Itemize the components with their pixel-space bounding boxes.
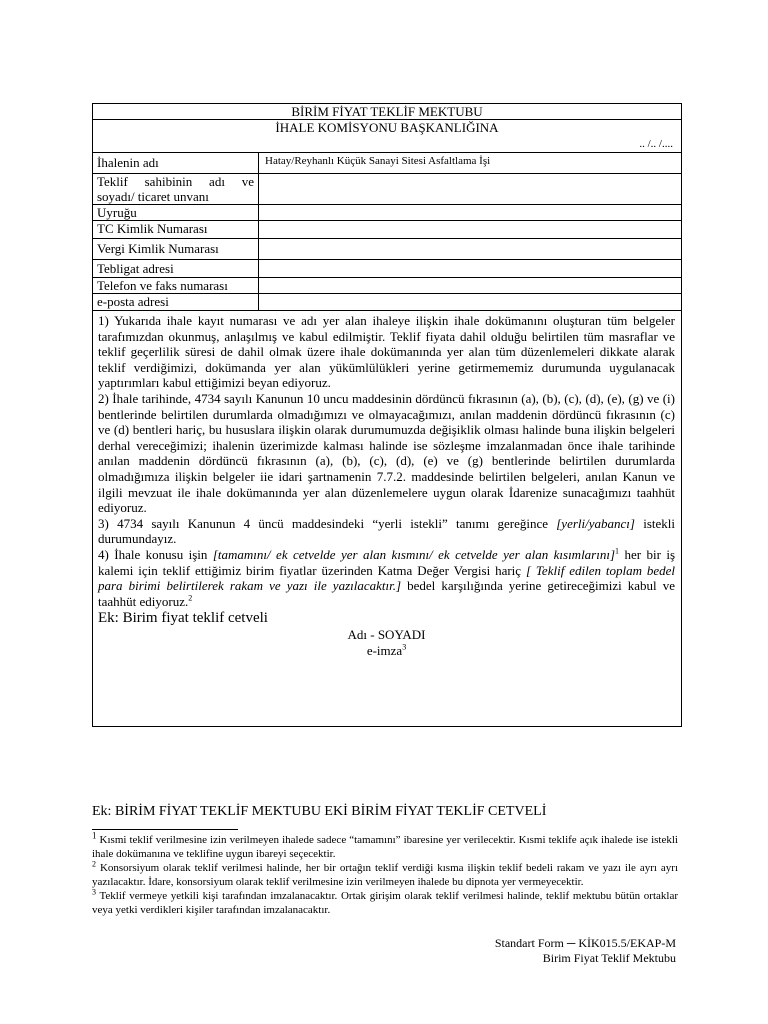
field-row-nationality: [93, 205, 681, 221]
field-value-email[interactable]: [259, 294, 681, 310]
declaration-body: [98, 313, 675, 659]
field-label: İhalenin adı: [93, 153, 259, 173]
signer-name: Adı - SOYADI: [347, 627, 426, 643]
field-label: Teklif sahibinin adı ve soyadı/ ticaret unvanı: [93, 174, 259, 204]
declaration-paragraph-3: 3) 4734 sayılı Kanunun 4 üncü maddesindeki “yerli istekli” tanımı gereğince [yerli/yabancı] istekli durumundayız.: [98, 515, 675, 547]
field-row-email: [93, 294, 681, 311]
field-value-nationality[interactable]: [259, 205, 681, 220]
footnote-ref: 1: [615, 546, 620, 556]
e-signature: e-imza$^3$: [366, 642, 407, 659]
form-title: BİRİM FİYAT TEKLİF MEKTUBU: [291, 104, 483, 119]
field-label: e-posta adresi: [93, 294, 259, 310]
standard-form-code: Standart Form ─ KİK015.5/EKAP-M: [494, 936, 676, 950]
footnote-ref: 3: [402, 642, 407, 652]
field-label: Telefon ve faks numarası: [93, 278, 259, 293]
field-label: Vergi Kimlik Numarası: [93, 239, 259, 259]
field-row-tender-name: [93, 153, 681, 174]
bid-letter-form: [92, 103, 682, 727]
field-value-tax-id[interactable]: [259, 239, 681, 259]
field-row-bidder-name: [93, 174, 681, 205]
attachment-note: Ek: Birim fiyat teklif cetveli: [98, 610, 268, 627]
attachment-title: Ek: BİRİM FİYAT TEKLİF MEKTUBU EKİ BİRİM FİYAT TEKLİF CETVELİ: [92, 804, 547, 819]
field-value-phone-fax[interactable]: [259, 278, 681, 293]
field-row-address: [93, 260, 681, 278]
field-row-tax-id: [93, 239, 681, 260]
standard-form-label: [495, 936, 676, 966]
field-value-tender-name[interactable]: Hatay/Reyhanlı Küçük Sanayi Sitesi Asfaltlama İşi: [265, 155, 491, 167]
field-row-phone-fax: [93, 278, 681, 294]
recipient: İHALE KOMİSYONU BAŞKANLIĞINA: [275, 120, 499, 135]
standard-form-name: Birim Fiyat Teklif Mektubu: [542, 951, 676, 965]
footnote-divider: [92, 829, 238, 830]
field-label: TC Kimlik Numarası: [93, 221, 259, 238]
footnote-3: $^3$ Teklif vermeye yetkili kişi tarafından imzalanacaktır. Ortak girişim olarak teklif verilmesi halinde, teklif mektubu bütün ortaklar veya yetki verdikleri kişiler tarafından imzalanacaktır.: [92, 887, 678, 916]
footnote-1: $^1$ Kısmi teklif verilmesine izin verilmeyen ihalede sadece “tamamını” ibaresine yer verilecektir. Kısmi teklife açık ihalede ise istekli ihale dokümanına ve teklifine uygun ibareyi seçecektir.: [92, 830, 678, 860]
field-value-tc-id[interactable]: [259, 221, 681, 238]
footnote-ref: 2: [188, 593, 193, 603]
form-title-row: [93, 104, 681, 120]
field-value-bidder-name[interactable]: [259, 174, 681, 204]
declaration-paragraph-2: 2) İhale tarihinde, 4734 sayılı Kanunun 10 uncu maddesinin dördüncü fıkrasının (a), (b), (c), (d), (e), (g) ve (i) bentlerinde belirtilen durumlarda olmadığımızı ve olmayacağımızı, anılan maddenin dördüncü fıkrasının (c) ve (d) bentleri hariç, bu hususlara ilişkin olarak durumumuzda değişiklik olması halinde buna ilişkin belgeleri derhal vereceğimizi; ihalenin üzerimizde kalması halinde ise sözleşme imzalanmadan önce ihale tarihinde anılan maddenin dördüncü fıkrasının (a), (b), (c), (d), (e) ve (g) bentlerinde belirtilen durumlarda olmadığımıza ilişkin belgeler iie idari şartnamenin 7.7.2. maddesinde belirtilen belgeleri, anılan Kanun ve ilgili mevzuat ile ihale dokümanında yer alan düzenlemelere uygun olarak İdarenize sunacağımızı taahhüt ediyoruz.: [98, 390, 675, 516]
field-value-address[interactable]: [259, 260, 681, 277]
field-label: Uyruğu: [93, 205, 259, 220]
field-row-tc-id: [93, 221, 681, 239]
footnotes: [92, 830, 678, 917]
footnote-2: $^2$ Konsorsiyum olarak teklif verilmesi halinde, her bir ortağın teklif verdiği kısma ilişkin teklif bedeli rakam ve yazı ile ayrı ayrı yazılacaktır. İdare, konsorsiyum olarak teklif verilmesine izin verilmeyen ihalede bu dipnota yer vermeyecektir.: [92, 859, 678, 888]
declaration-paragraph-1: 1) Yukarıda ihale kayıt numarası ve adı yer alan ihaleye ilişkin ihale dokümanını oluşturan tüm belgeler tarafımızdan okunmuş, anlaşılmış ve kabul edilmiştir. Teklif fiyata dahil olduğu belirtilen tüm masraflar ve teklif geçerlilik süresi de dahil olmak üzere ihale dokümanında yer alan tüm düzenlemeleri dikkate alarak teklif verdiğimizi, dokümanda yer alan yükümlülükleri yerine getirmememiz durumunda uygulanacak yaptırımları kabul ettiğimizi beyan ediyoruz.: [98, 313, 675, 391]
recipient-row: [93, 120, 681, 153]
declaration-paragraph-4: 4) İhale konusu işin [tamamını/ ek cetvelde yer alan kısmını/ ek cetvelde yer alan kısımlarını]$^1$ her bir iş kalemi için teklif ettiğimiz birim fiyatlar üzerinden Katma Değer Vergisi hariç [ Teklif edilen toplam bedel para birimi belirtilerek rakam ve yazı ile yazılacaktır.] bedel karşılığında yerine getireceğimizi kabul ve taahhüt ediyoruz.$^2$: [98, 546, 675, 609]
date-placeholder: .. /.. /....: [639, 138, 673, 150]
field-label: Tebligat adresi: [93, 260, 259, 277]
